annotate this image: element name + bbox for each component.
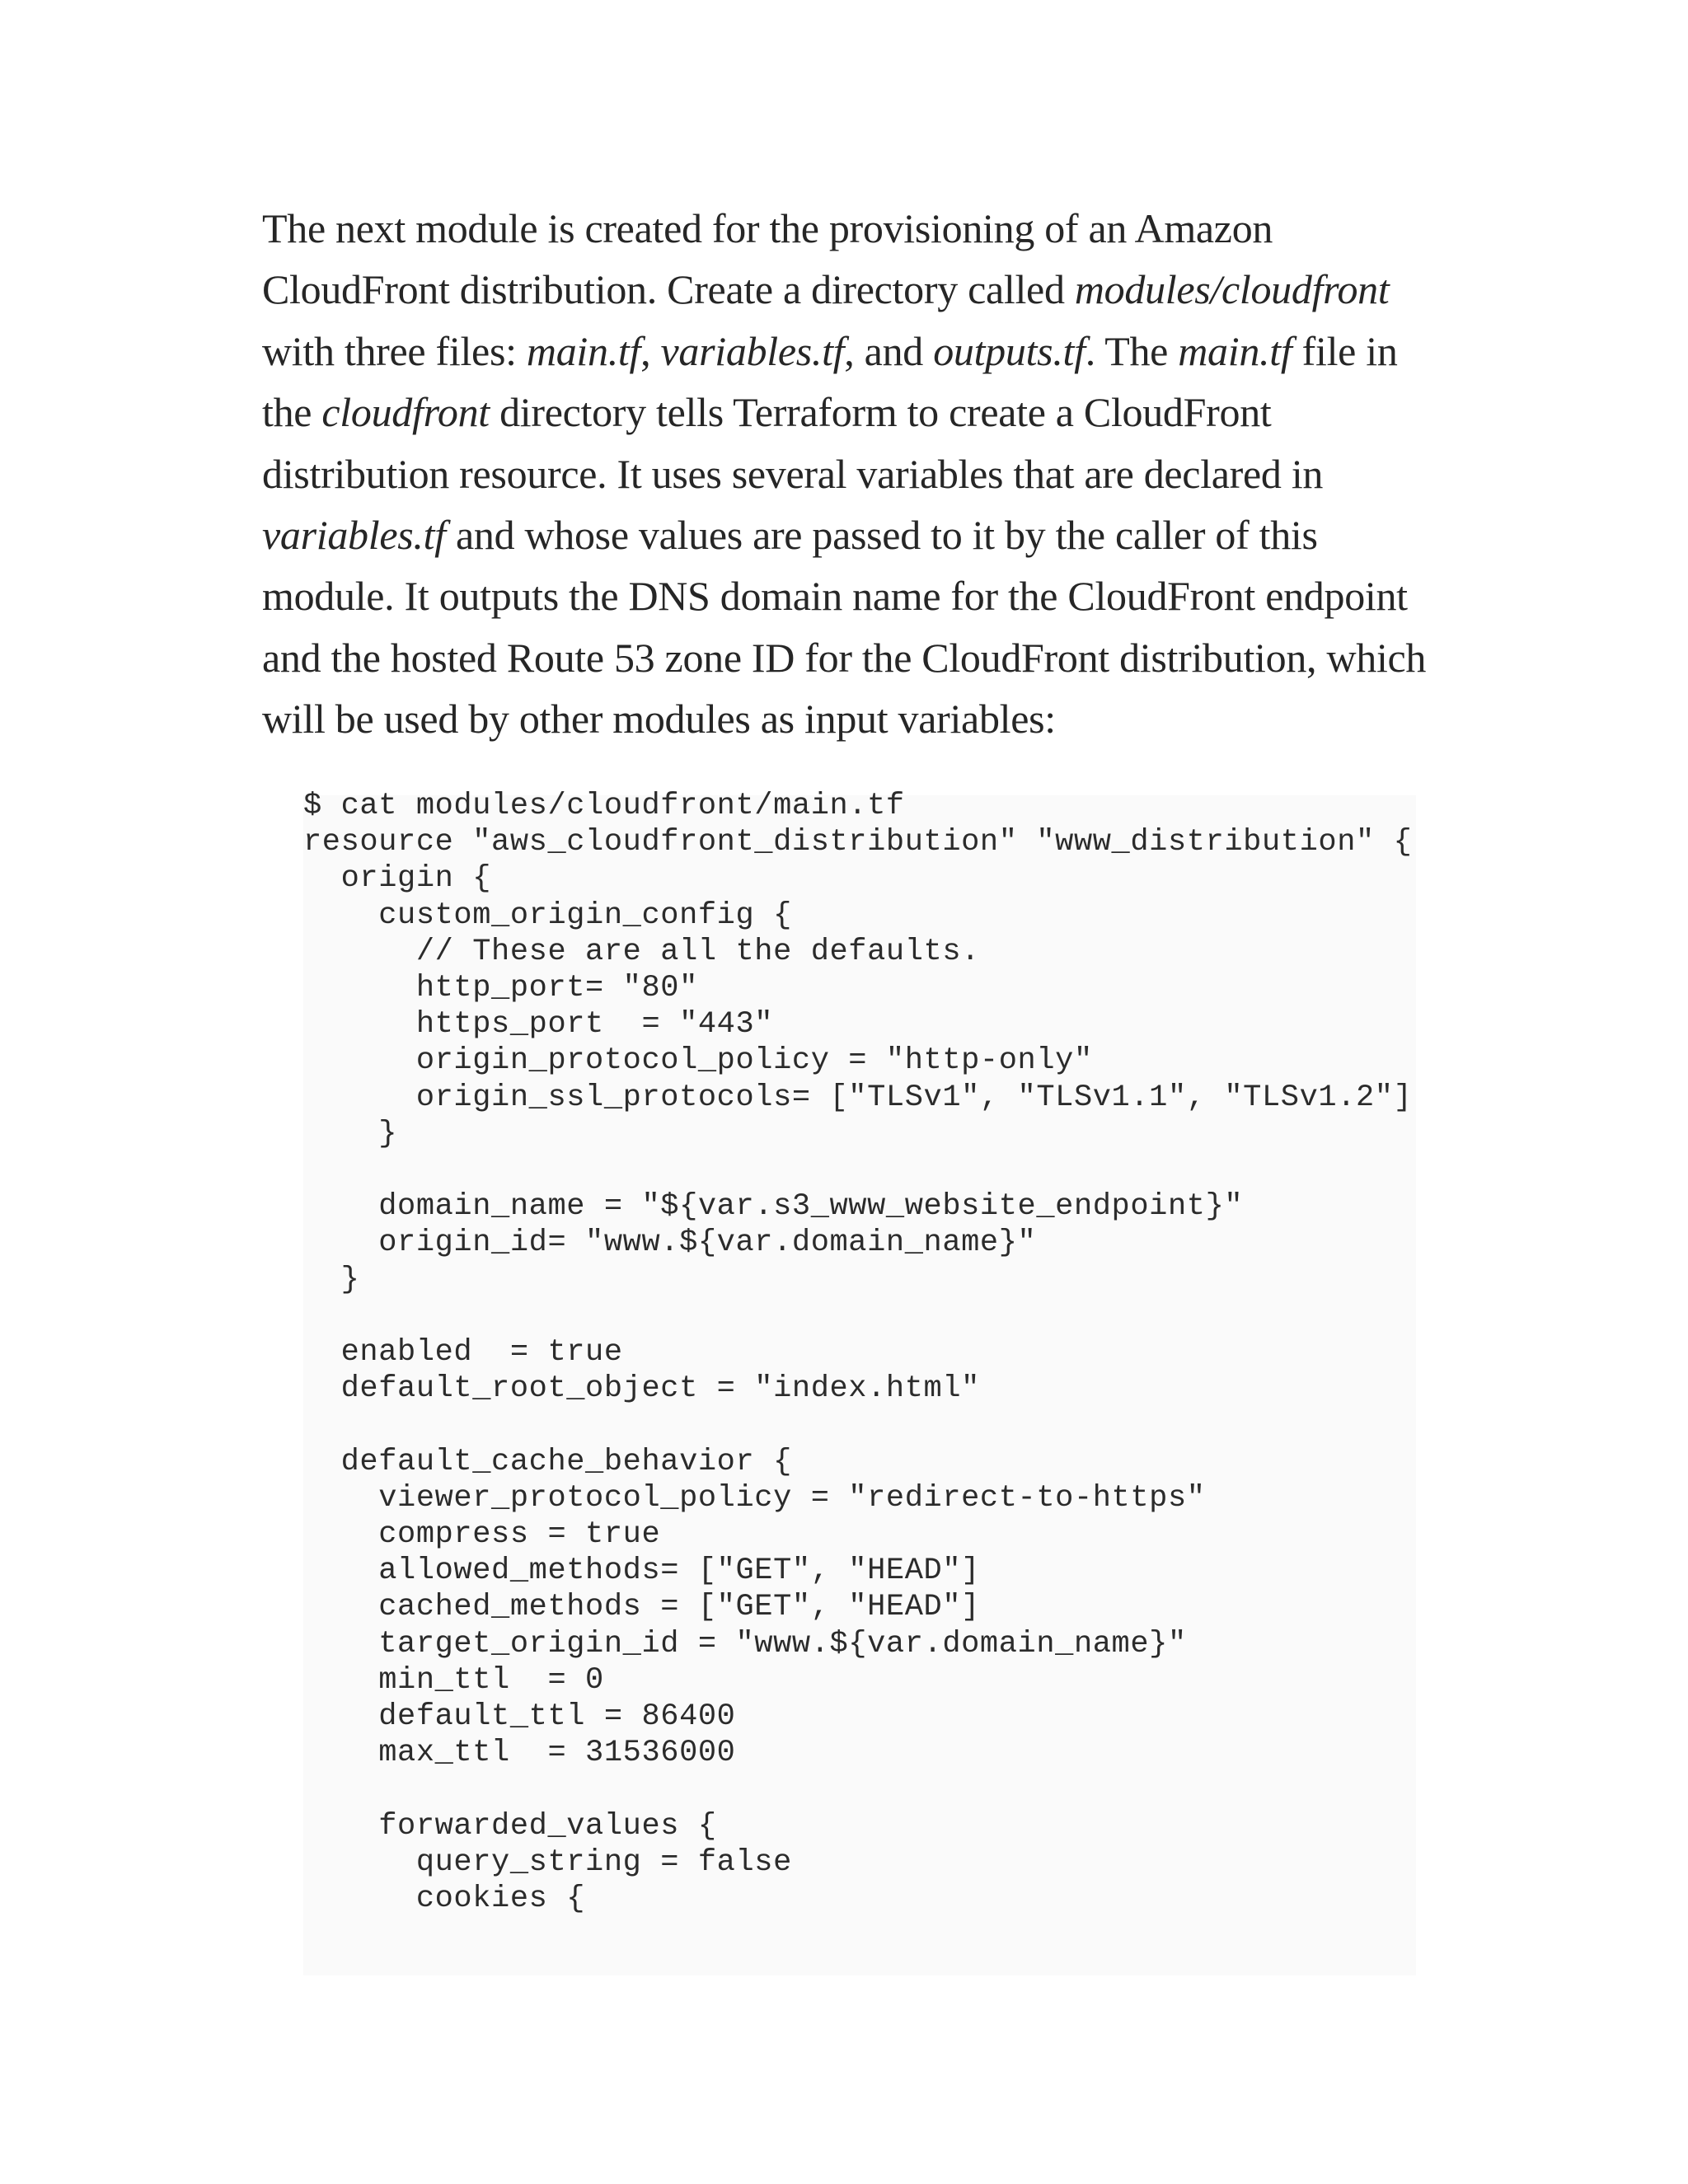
paragraph-text: The next module is created for the provisioning of an Amazon CloudFront distribution. Create a directory called <box>262 205 1273 313</box>
code-line: max_ttl = 31536000 <box>303 1736 736 1771</box>
paragraph-text: directory tells Terraform to create a CloudFront distribution resource. It uses several variables that are declared in <box>262 389 1324 497</box>
code-line: cookies { <box>303 1882 586 1916</box>
code-line: custom_origin_config { <box>303 898 792 933</box>
italic-term: outputs.tf <box>933 327 1085 374</box>
code-line: compress = true <box>303 1517 661 1552</box>
body-paragraph <box>262 198 1432 750</box>
italic-term: variables.tf <box>262 512 446 559</box>
code-line: origin_protocol_policy = "http-only" <box>303 1043 1093 1079</box>
italic-term: main.tf <box>1178 327 1292 374</box>
code-line: min_ttl = 0 <box>303 1662 604 1698</box>
code-line: allowed_methods= ["GET", "HEAD"] <box>303 1554 980 1589</box>
code-line: https_port = "443" <box>303 1007 774 1043</box>
code-line: cached_methods = ["GET", "HEAD"] <box>303 1590 980 1625</box>
code-line: $ cat modules/cloudfront/main.tf <box>303 789 905 823</box>
code-line: default_cache_behavior { <box>303 1444 792 1479</box>
code-line: origin { <box>303 861 492 897</box>
code-line: origin_ssl_protocols= ["TLSv1", "TLSv1.1", "TLSv1.2"] <box>303 1080 1413 1115</box>
code-line: query_string = false <box>303 1844 792 1880</box>
code-line: viewer_protocol_policy = "redirect-to-https" <box>303 1480 1206 1516</box>
italic-term: main.tf <box>526 327 641 374</box>
code-line: default_root_object = "index.html" <box>303 1371 980 1407</box>
paragraph-text: file in the <box>262 327 1398 436</box>
paragraph-text: , and <box>844 327 934 374</box>
code-block <box>303 789 1416 1975</box>
paragraph-text: , <box>640 327 661 374</box>
paragraph-text: with three files: <box>262 327 527 374</box>
paragraph-text: . The <box>1085 327 1179 374</box>
code-line: default_ttl = 86400 <box>303 1699 736 1734</box>
code-line: enabled = true <box>303 1335 623 1370</box>
code-line: // These are all the defaults. <box>303 934 980 969</box>
paragraph-text: and whose values are passed to it by the caller of this module. It outputs the DNS domain name for the CloudFront endpoint and the hosted Route 53 zone ID for the CloudFront distribution, which will be used by other modules as input variables: <box>262 512 1427 743</box>
code-line: forwarded_values { <box>303 1808 717 1844</box>
code-line: resource "aws_cloudfront_distribution" "www_distribution" { <box>303 825 1413 860</box>
code-line: } <box>303 1262 360 1297</box>
italic-term: cloudfront <box>321 389 490 436</box>
italic-term: variables.tf <box>660 327 845 374</box>
code-line: } <box>303 1116 398 1151</box>
code-line: http_port= "80" <box>303 971 698 1005</box>
italic-term: modules/cloudfront <box>1074 266 1390 313</box>
code-line: origin_id= "www.${var.domain_name}" <box>303 1226 1037 1261</box>
code-line: domain_name = "${var.s3_www_website_endpoint}" <box>303 1189 1244 1225</box>
code-line: target_origin_id = "www.${var.domain_name}" <box>303 1626 1187 1661</box>
